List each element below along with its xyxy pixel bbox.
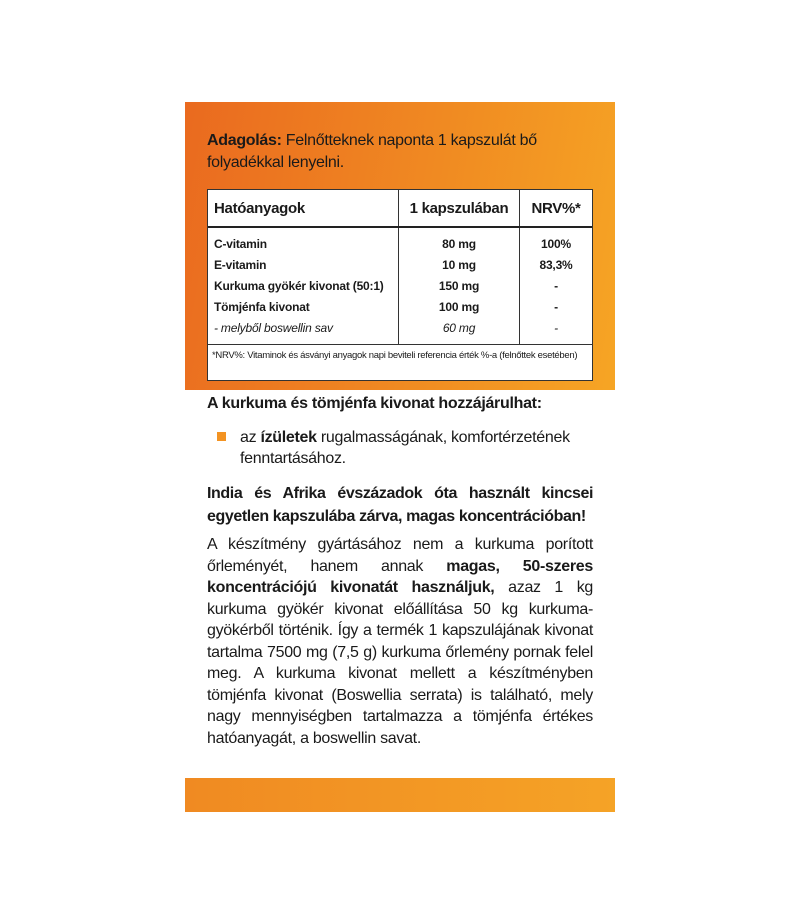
table-row bbox=[208, 296, 592, 317]
ingredients-table bbox=[207, 189, 593, 381]
description-paragraph bbox=[207, 534, 593, 749]
ingredient-name: Tömjénfa kivonat bbox=[214, 299, 310, 314]
ingredient-name: C-vitamin bbox=[214, 236, 267, 251]
description-part2: azaz 1 kg kurkuma gyökér kivonat előállítása 50 kg kurkuma-gyökérből történik. Így a termék 1 kapszulájának kivonat tartalma 7500 mg (7,5 g) kurkuma őrlemény pornak felel meg. A kurkuma kivonat mellett a készítményben tömjénfa kivonat (Boswellia serrata) is található, mely nagy mennyiségben tartalmazza a tömjénfa értékes hatóanyagát, a boswellin savat. bbox=[207, 579, 594, 747]
list-item bbox=[207, 427, 597, 469]
square-bullet-icon bbox=[217, 432, 226, 441]
ingredient-nrv: 100% bbox=[520, 227, 593, 254]
label-panel bbox=[185, 102, 615, 812]
table-row bbox=[208, 254, 592, 275]
description-part1: A készítmény gyártásához nem a kurkuma porított őrleményét, hanem annak bbox=[207, 536, 593, 575]
ingredient-name: E-vitamin bbox=[214, 257, 267, 272]
description-bold: magas, 50-szeres koncentrációjú kivonatát használjuk, bbox=[207, 557, 594, 596]
table-row bbox=[208, 227, 592, 254]
orange-footer-band bbox=[185, 778, 615, 812]
claims-heading: A kurkuma és tömjénfa kivonat hozzájárulhat: bbox=[207, 395, 542, 412]
ingredient-nrv: - bbox=[520, 275, 593, 296]
table-row bbox=[208, 317, 592, 344]
ingredient-amount: 10 mg bbox=[399, 254, 520, 275]
ingredient-nrv: - bbox=[520, 296, 593, 317]
highlight-heading: India és Afrika évszázadok óta használt kincsei egyetlen kapszulába zárva, magas koncentrációban! bbox=[207, 485, 593, 525]
claim-pre: az bbox=[240, 429, 261, 446]
dosage-instruction: Felnőtteknek naponta 1 kapszulát bő folyadékkal lenyelni. bbox=[207, 132, 537, 171]
claim-text bbox=[240, 427, 597, 469]
nrv-footnote: *NRV%: Vitaminok és ásványi anyagok napi beviteli referencia érték %-a (felnőttek esetében) bbox=[208, 344, 592, 366]
ingredient-name: - melyből boswellin sav bbox=[214, 320, 333, 335]
ingredient-name: Kurkuma gyökér kivonat (50:1) bbox=[214, 278, 384, 293]
dosage-text bbox=[207, 130, 597, 174]
header-nrv: NRV%* bbox=[520, 190, 593, 227]
claim-post: rugalmasságának, komfortérzetének fenntartásához. bbox=[240, 429, 570, 467]
claim-bold: ízületek bbox=[260, 429, 317, 446]
ingredient-amount: 80 mg bbox=[399, 227, 520, 254]
ingredient-amount: 100 mg bbox=[399, 296, 520, 317]
ingredient-nrv: 83,3% bbox=[520, 254, 593, 275]
ingredient-amount: 150 mg bbox=[399, 275, 520, 296]
header-per-capsule: 1 kapszulában bbox=[399, 190, 520, 227]
table-row bbox=[208, 275, 592, 296]
header-ingredients: Hatóanyagok bbox=[208, 190, 399, 227]
ingredient-nrv: - bbox=[520, 317, 593, 344]
dosage-label: Adagolás: bbox=[207, 132, 282, 149]
ingredient-amount: 60 mg bbox=[399, 317, 520, 344]
